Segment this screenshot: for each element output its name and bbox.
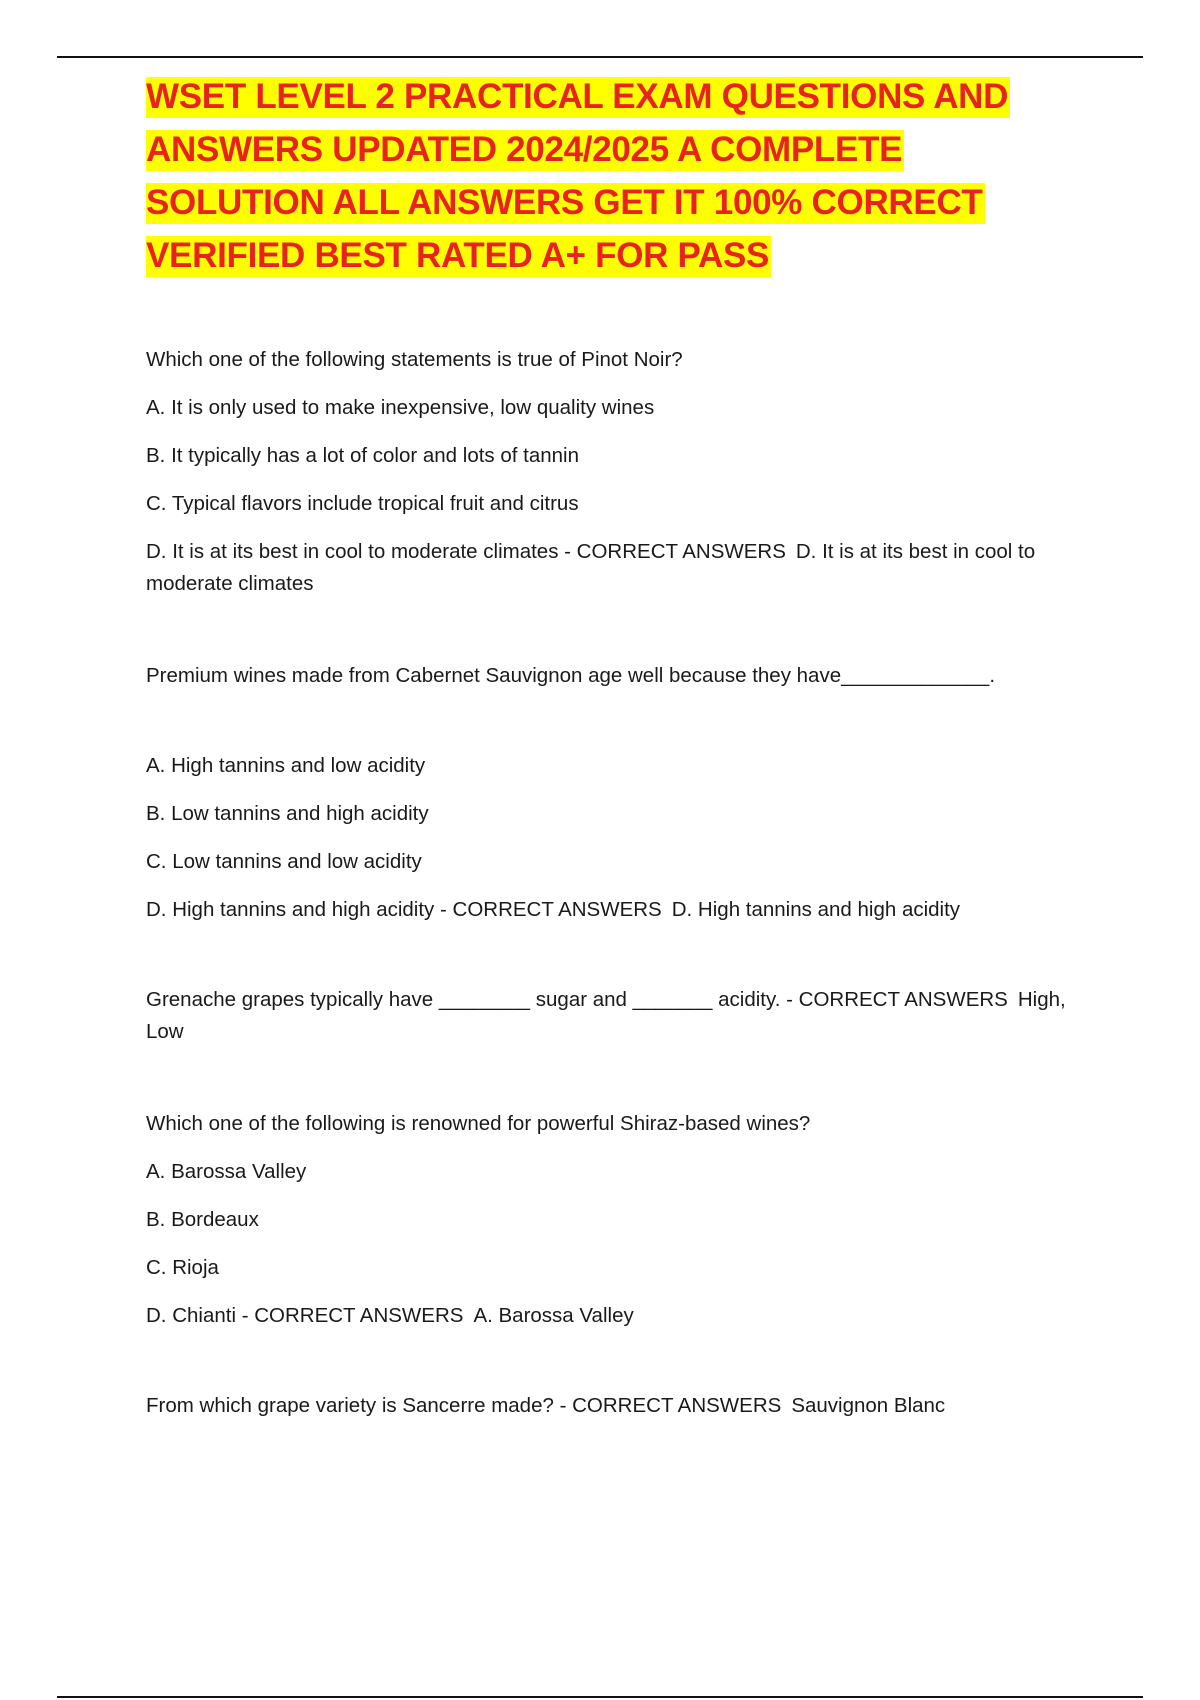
question-block-1 <box>146 344 1086 600</box>
question-1-option-b: B. It typically has a lot of color and lots of tannin <box>146 444 580 467</box>
question-1-option-c: C. Typical flavors include tropical fruit and citrus <box>146 492 579 515</box>
question-4-option-d <box>146 1300 1086 1332</box>
question-4-option-c: C. Rioja <box>146 1256 219 1279</box>
question-2-option-b: B. Low tannins and high acidity <box>146 802 429 825</box>
question-1-option-d-text: D. It is at its best in cool to moderate climates - CORRECT ANSWERS <box>146 540 786 563</box>
top-rule <box>57 56 1143 58</box>
question-2-option-c: C. Low tannins and low acidity <box>146 850 422 873</box>
question-3-text-body: Grenache grapes typically have ________ sugar and _______ acidity. - CORRECT ANSWERS <box>146 988 1008 1011</box>
question-4-answer: A. Barossa Valley <box>473 1304 634 1327</box>
question-block-2 <box>146 660 1086 926</box>
question-2-option-d-text: D. High tannins and high acidity - CORRECT ANSWERS <box>146 898 662 921</box>
question-5-answer: Sauvignon Blanc <box>791 1394 946 1417</box>
question-1-text: Which one of the following statements is true of Pinot Noir? <box>146 348 683 371</box>
question-4-option-d-text: D. Chianti - CORRECT ANSWERS <box>146 1304 464 1327</box>
question-2-answer: D. High tannins and high acidity <box>671 898 961 921</box>
question-2-option-d <box>146 894 1086 926</box>
question-4-option-a: A. Barossa Valley <box>146 1160 307 1183</box>
question-2-text: Premium wines made from Cabernet Sauvignon age well because they have_____________. <box>146 664 996 687</box>
question-3-text <box>146 984 1086 1048</box>
question-5-text <box>146 1390 1086 1422</box>
question-block-3 <box>146 984 1086 1048</box>
page-title-text: WSET LEVEL 2 PRACTICAL EXAM QUESTIONS AND ANSWERS UPDATED 2024/2025 A COMPLETE SOLUTION ALL ANSWERS GET IT 100% CORRECT VERIFIED BEST RATED A+ FOR PASS <box>146 77 1009 275</box>
question-block-4 <box>146 1108 1086 1332</box>
question-4-option-b: B. Bordeaux <box>146 1208 259 1231</box>
question-block-5 <box>146 1390 1086 1422</box>
question-4-text: Which one of the following is renowned for powerful Shiraz-based wines? <box>146 1112 811 1135</box>
bottom-rule <box>57 1696 1143 1698</box>
question-5-text-body: From which grape variety is Sancerre made? - CORRECT ANSWERS <box>146 1394 782 1417</box>
question-3-answer: High, Low <box>146 988 1066 1043</box>
question-1-option-d <box>146 536 1086 600</box>
question-2-option-a: A. High tannins and low acidity <box>146 754 426 777</box>
question-1-answer: D. It is at its best in cool to moderate climates <box>146 540 1036 595</box>
page-title <box>146 70 1086 282</box>
document-body <box>146 70 1086 1422</box>
question-1-option-a: A. It is only used to make inexpensive, low quality wines <box>146 396 655 419</box>
